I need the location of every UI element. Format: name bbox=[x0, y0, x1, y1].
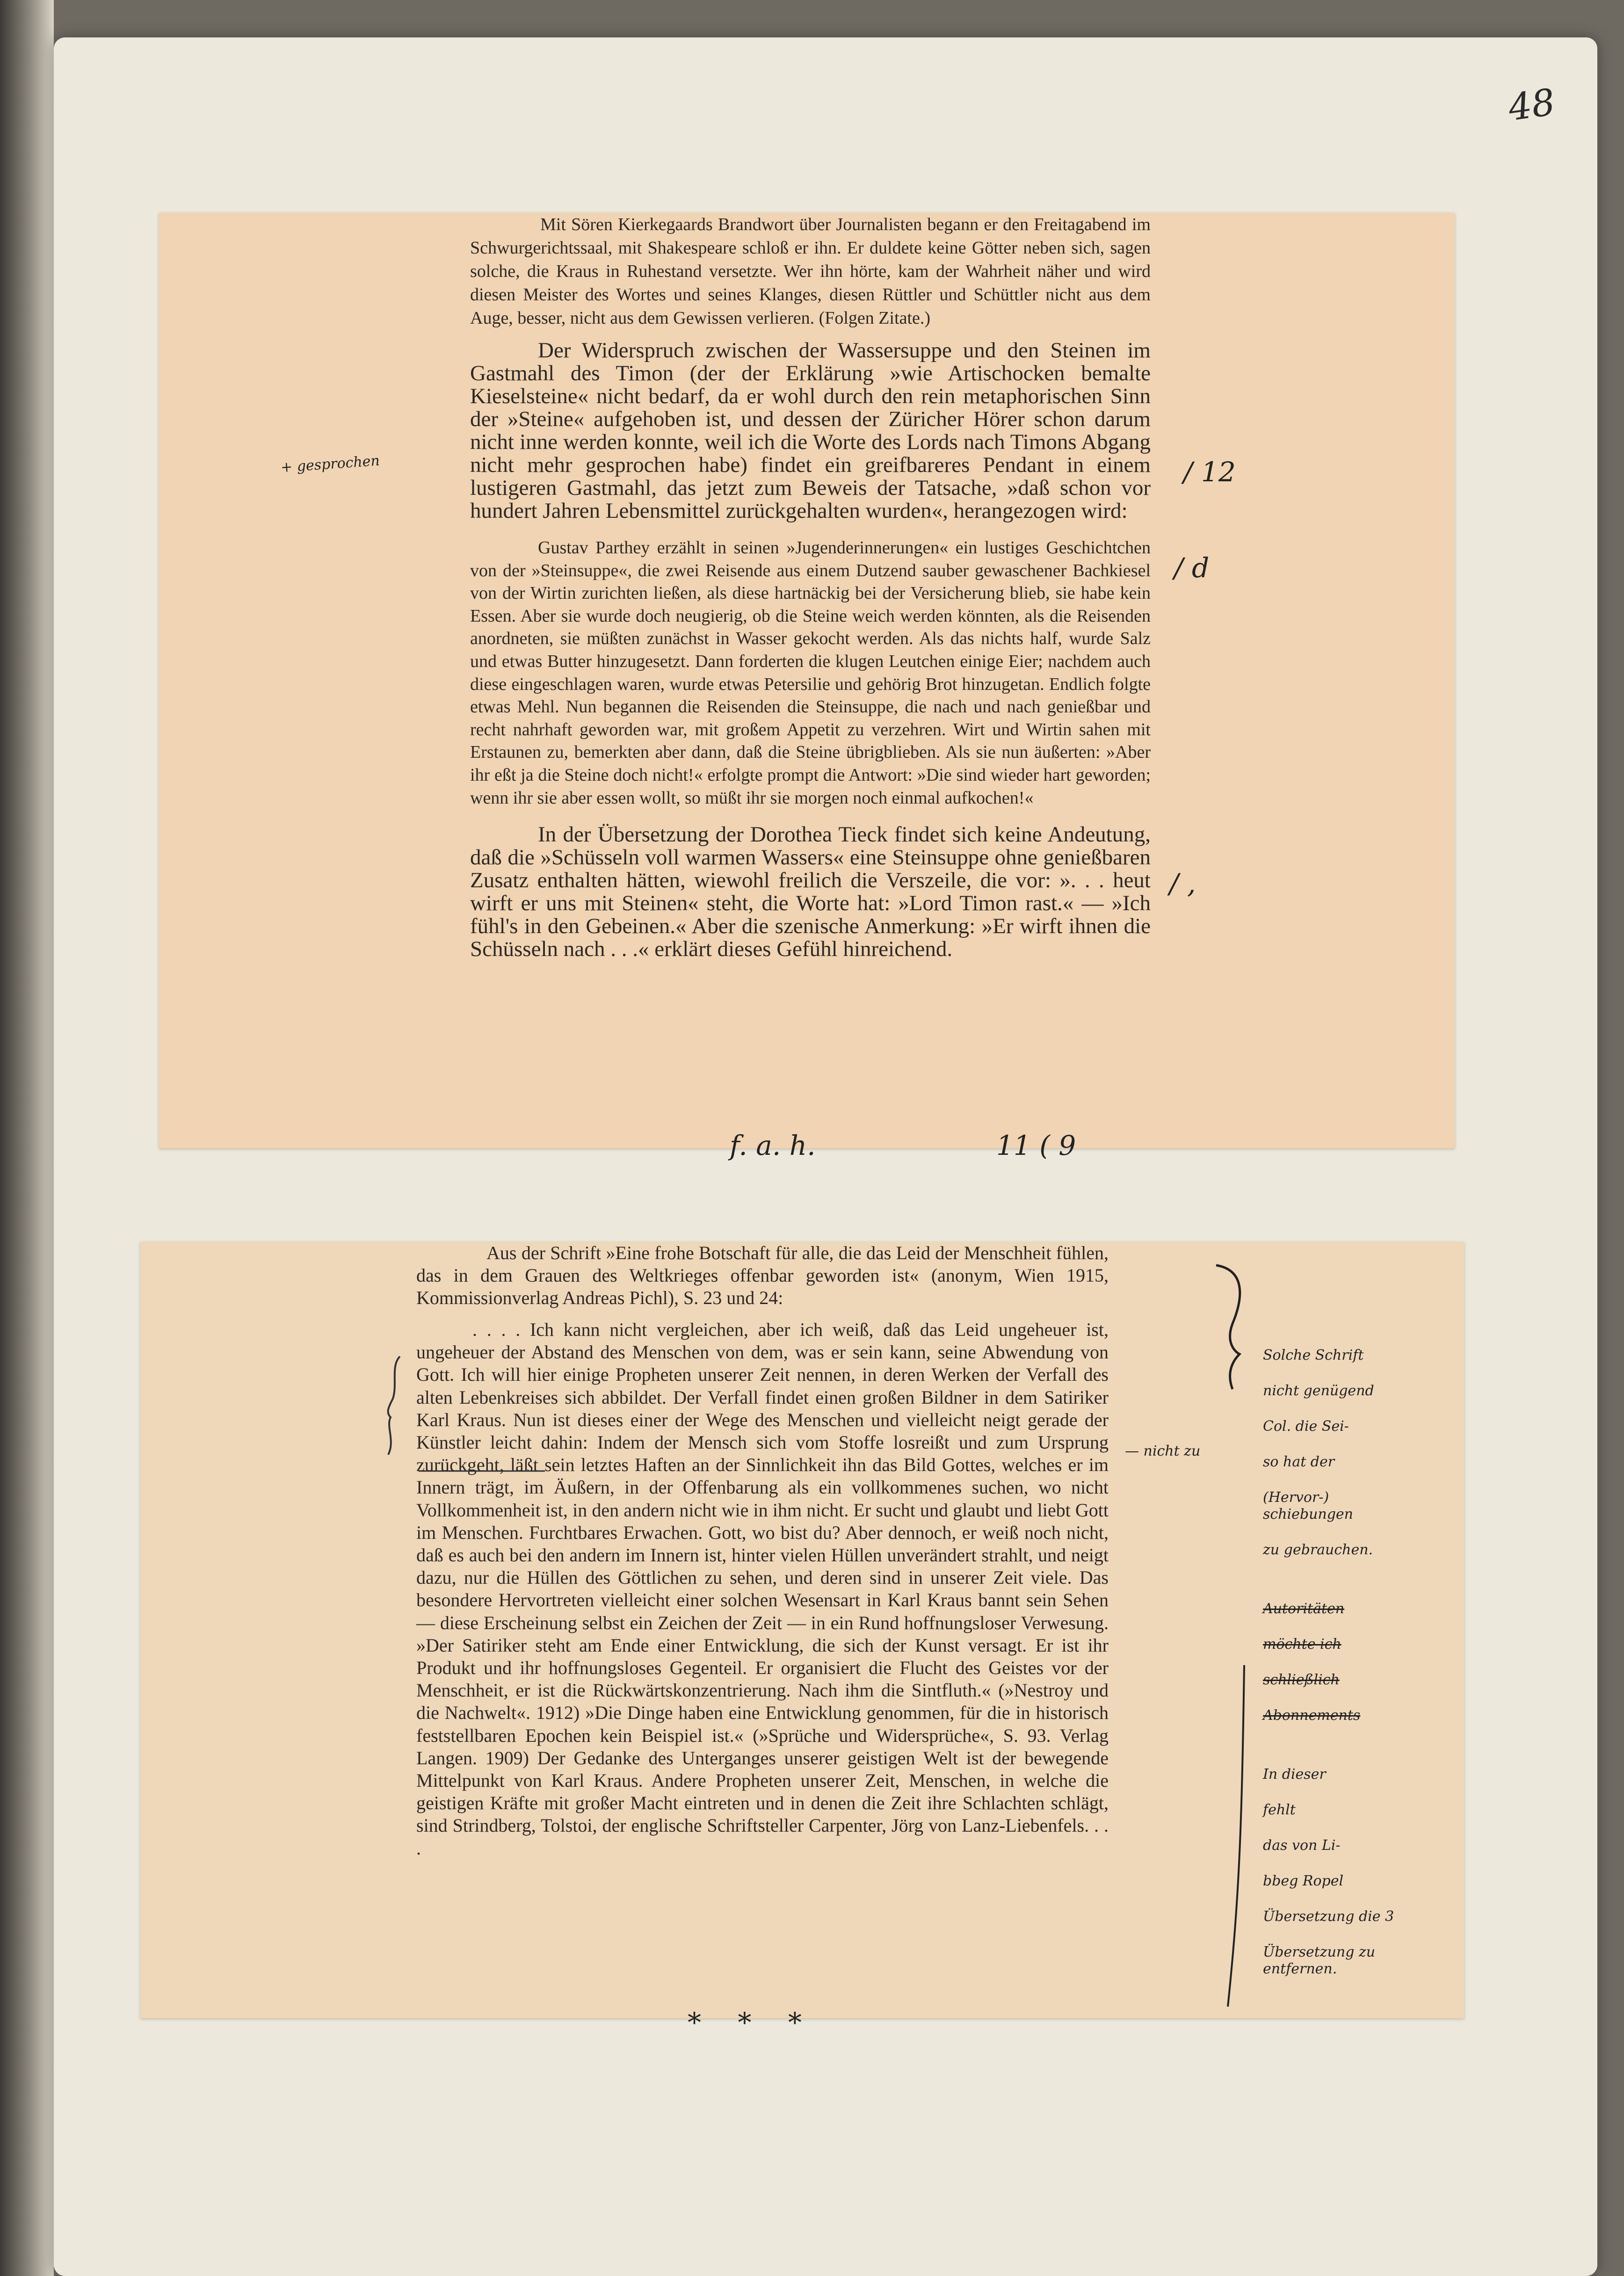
right-brace-stroke bbox=[1216, 1265, 1240, 1389]
note-line-struck: schließlich bbox=[1263, 1672, 1340, 1688]
note-line: bbeg Ropel bbox=[1263, 1873, 1344, 1889]
note-line-struck: möchte ich bbox=[1263, 1636, 1341, 1653]
margin-mark-d: / d bbox=[1174, 552, 1210, 584]
note-line: (Hervor-) schiebungen bbox=[1263, 1489, 1353, 1522]
clipping-1-paragraph-2: Der Widerspruch zwischen der Wassersuppe und den Steinen im Gastmahl des Timon (der der Erklärung »wie Artischocken bemalte Kieselsteine« nicht bedarf, da er wohl durch den rein metaphorischen Sinn der »Steine« aufgehoben ist, und dessen der Züricher Hörer schon darum nicht inne werden konnte, weil ich die Worte des Lords nach Timons Abgang nicht mehr gesprochen habe) findet ein greifbareres Pendant in einem lustigeren Gastmahl, das jetzt zum Beweis der Tatsache, »daß schon vor hundert Jahren Lebensmittel zurückgehalten wurden«, herangezogen wird: bbox=[470, 338, 1151, 523]
note-line: In dieser bbox=[1263, 1766, 1326, 1783]
clipping-1-paragraph-4: In der Übersetzung der Dorothea Tieck findet sich keine Andeutung, daß die »Schüsseln voll warmen Wassers« eine Steinsuppe ohne genießbaren Zusatz enthalten hätten, wiewohl freilich die Verszeile, die vor: ». . . heut wirft er uns mit Steinen« steht, die Worte hat: »Lord Timon rast.« — »Ich fühl's in den Gebeinen.« Aber die szenische Anmerkung: »Er wirft ihnen die Schüsseln nach . . .« erklärt dieses Gefühl hinreichend. bbox=[470, 822, 1151, 962]
note-line: Übersetzung zu entfernen. bbox=[1263, 1944, 1376, 1977]
note-line: nicht genügend bbox=[1263, 1383, 1374, 1399]
margin-mark-12: / 12 bbox=[1183, 456, 1236, 488]
bottom-note-initials: f. a. h. bbox=[730, 1130, 816, 1161]
clipping-1-paragraph-1: Mit Sören Kierkegaards Brandwort über Journalisten begann er den Freitagabend im Schwurgerichtssaal, mit Shakespeare schloß er ihn. Er duldete keine Götter neben sich, sagen solche, die Kraus in Ruhestand versetzte. Wer ihn hörte, kam der Wahrheit näher und wird diesen Meister des Wortes und seines Klanges, diesen Rüttler und Schüttler nicht aus dem Auge, besser, nicht aus dem Gewissen verlieren. (Folgen Zitate.) bbox=[470, 215, 1151, 328]
clipping-1-quote: Gustav Parthey erzählt in seinen »Jugenderinnerungen« ein lustiges Geschichtchen von der »Steinsuppe«, die zwei Reisende aus einem Dutzend sauber gewaschener Bachkiesel von der Wirtin zurichten ließen, als diese hartnäckig bei der Versicherung blieb, sie habe kein Essen. Aber sie wurde doch neugierig, ob die Steine weich werden könnten, als die Reisenden anordneten, sie müßten zunächst in Wasser gekocht werden. Als das nichts half, wurde Salz und etwas Butter hinzugesetzt. Dann forderten die klugen Leutchen einige Eier; nachdem auch diese eingeschlagen waren, wurde etwas Petersilie und gehörig Brot hinzugetan. Endlich folgte etwas Mehl. Nun begannen die Reisenden die Steinsuppe, die nach und nach genießbar und recht nahrhaft geworden war, mit großem Appetit zu verzehren. Wirt und Wirtin sahen mit Erstaunen zu, bemerkten aber dann, daß die Steine übrigblieben. Als sie nun äußerten: »Aber ihr eßt ja die Steine doch nicht!« erfolgte prompt die Antwort: »Die sind wieder hart geworden; wenn ihr sie aber essen wollt, so müßt ihr sie morgen noch einmal aufkochen!« bbox=[470, 538, 1151, 808]
margin-mark-comma: / , bbox=[1169, 868, 1196, 899]
note-line: fehlt bbox=[1263, 1802, 1296, 1818]
margin-note-gesprochen: + gesprochen bbox=[280, 452, 380, 476]
note-line: Übersetzung die 3 bbox=[1263, 1908, 1394, 1925]
note-line: zu gebrauchen. bbox=[1263, 1542, 1373, 1558]
left-brace-stroke bbox=[388, 1356, 400, 1455]
note-line: das von Li- bbox=[1263, 1837, 1341, 1854]
note-line: Col. die Sei- bbox=[1263, 1418, 1349, 1435]
margin-note-nicht: — nicht zu bbox=[1125, 1443, 1201, 1459]
bottom-asterisks: * * * bbox=[688, 2007, 816, 2038]
note-line: so hat der bbox=[1263, 1454, 1335, 1470]
note-line-struck: Abonnements bbox=[1263, 1707, 1361, 1724]
vertical-margin-line bbox=[1228, 1665, 1244, 2007]
clipping-2-quote: . . . . Ich kann nicht vergleichen, aber ich weiß, daß das Leid ungeheuer ist, ungeheuer der Abstand des Menschen von dem, was er sein kann, seine Abwendung von Gott. Ich will hier einige Propheten unserer Zeit nennen, in deren Werken der Verfall des alten Lebenkreises sich abbildet. Der Verfall findet einen großen Bildner in dem Satiriker Karl Kraus. Nun ist dieses einer der Wege des Menschen und vielleicht neigt gerade der Künstler leicht dahin: Indem der Mensch sich vom Stoffe losreißt und zum Ursprung zurückgeht, läßt sein letztes Haften an der Sinnlichkeit ihn das Bild Gottes, welches er im Innern trägt, im Äußern, in der Offenbarung als ein vollkommenes suchen, wo nicht Vollkommenheit ist, in den andern nicht wie in ihm nicht. Er sucht und glaubt und liebt Gott im Menschen. Furchtbares Erwachen. Gott, wo bist du? Aber dennoch, er weiß noch nicht, daß es auch bei den andern im Innern ist, hinter vielen Hüllen unverändert strahlt, und neigt dazu, nur die Hüllen des Göttlichen zu sehen, und deren sind in unserer Zeit viele. Das besondere Hervortreten vielleicht einer solchen Wesensart in Karl Kraus bannt sein Sehen — diese Erscheinung selbst ein Zeichen der Zeit — in ein Rund hoffnungsloser Verwesung. »Der Satiriker steht am Ende einer Entwicklung, die sich der Kunst versagt. Er ist ihr Produkt und ihr hoffnungsloses Gegenteil. Er organisiert die Flucht des Geistes vor der Menschheit, er ist die Rückwärtskonzentrierung. Nach ihm die Sintfluth.« (»Nestroy und die Nachwelt«. 1912) »Die Dinge haben eine Entwicklung genommen, für die in historisch feststellbaren Epochen kein Beispiel ist.« (»Sprüche und Widersprüche«, S. 93. Verlag Langen. 1909) Der Gedanke des Unterganges unserer geistigen Welt ist der bewegende Mittelpunkt von Karl Kraus. Andere Propheten unserer Zeit, Menschen, in welche die geistigen Kräfte mit großer Macht eintreten und in denen die Zeit ihre Schlachten schlägt, sind Strindberg, Tolstoi, der englische Schriftsteller Carpenter, Jörg von Lanz-Liebenfels. . . . bbox=[416, 1319, 1109, 1859]
clipping-2-source-line: Aus der Schrift »Eine frohe Botschaft für alle, die das Leid der Menschheit fühlen, das in dem Grauen des Weltkrieges offenbar geworden ist« (anonym, Wien 1915, Kommissionverlag Andreas Pichl), S. 23 und 24: bbox=[416, 1242, 1109, 1308]
bottom-note-numbers: 11 ( 9 bbox=[996, 1130, 1076, 1161]
page-number: 48 bbox=[1506, 81, 1558, 130]
note-line: Solche Schrift bbox=[1263, 1347, 1364, 1363]
note-line-struck: Autoritäten bbox=[1263, 1601, 1345, 1617]
